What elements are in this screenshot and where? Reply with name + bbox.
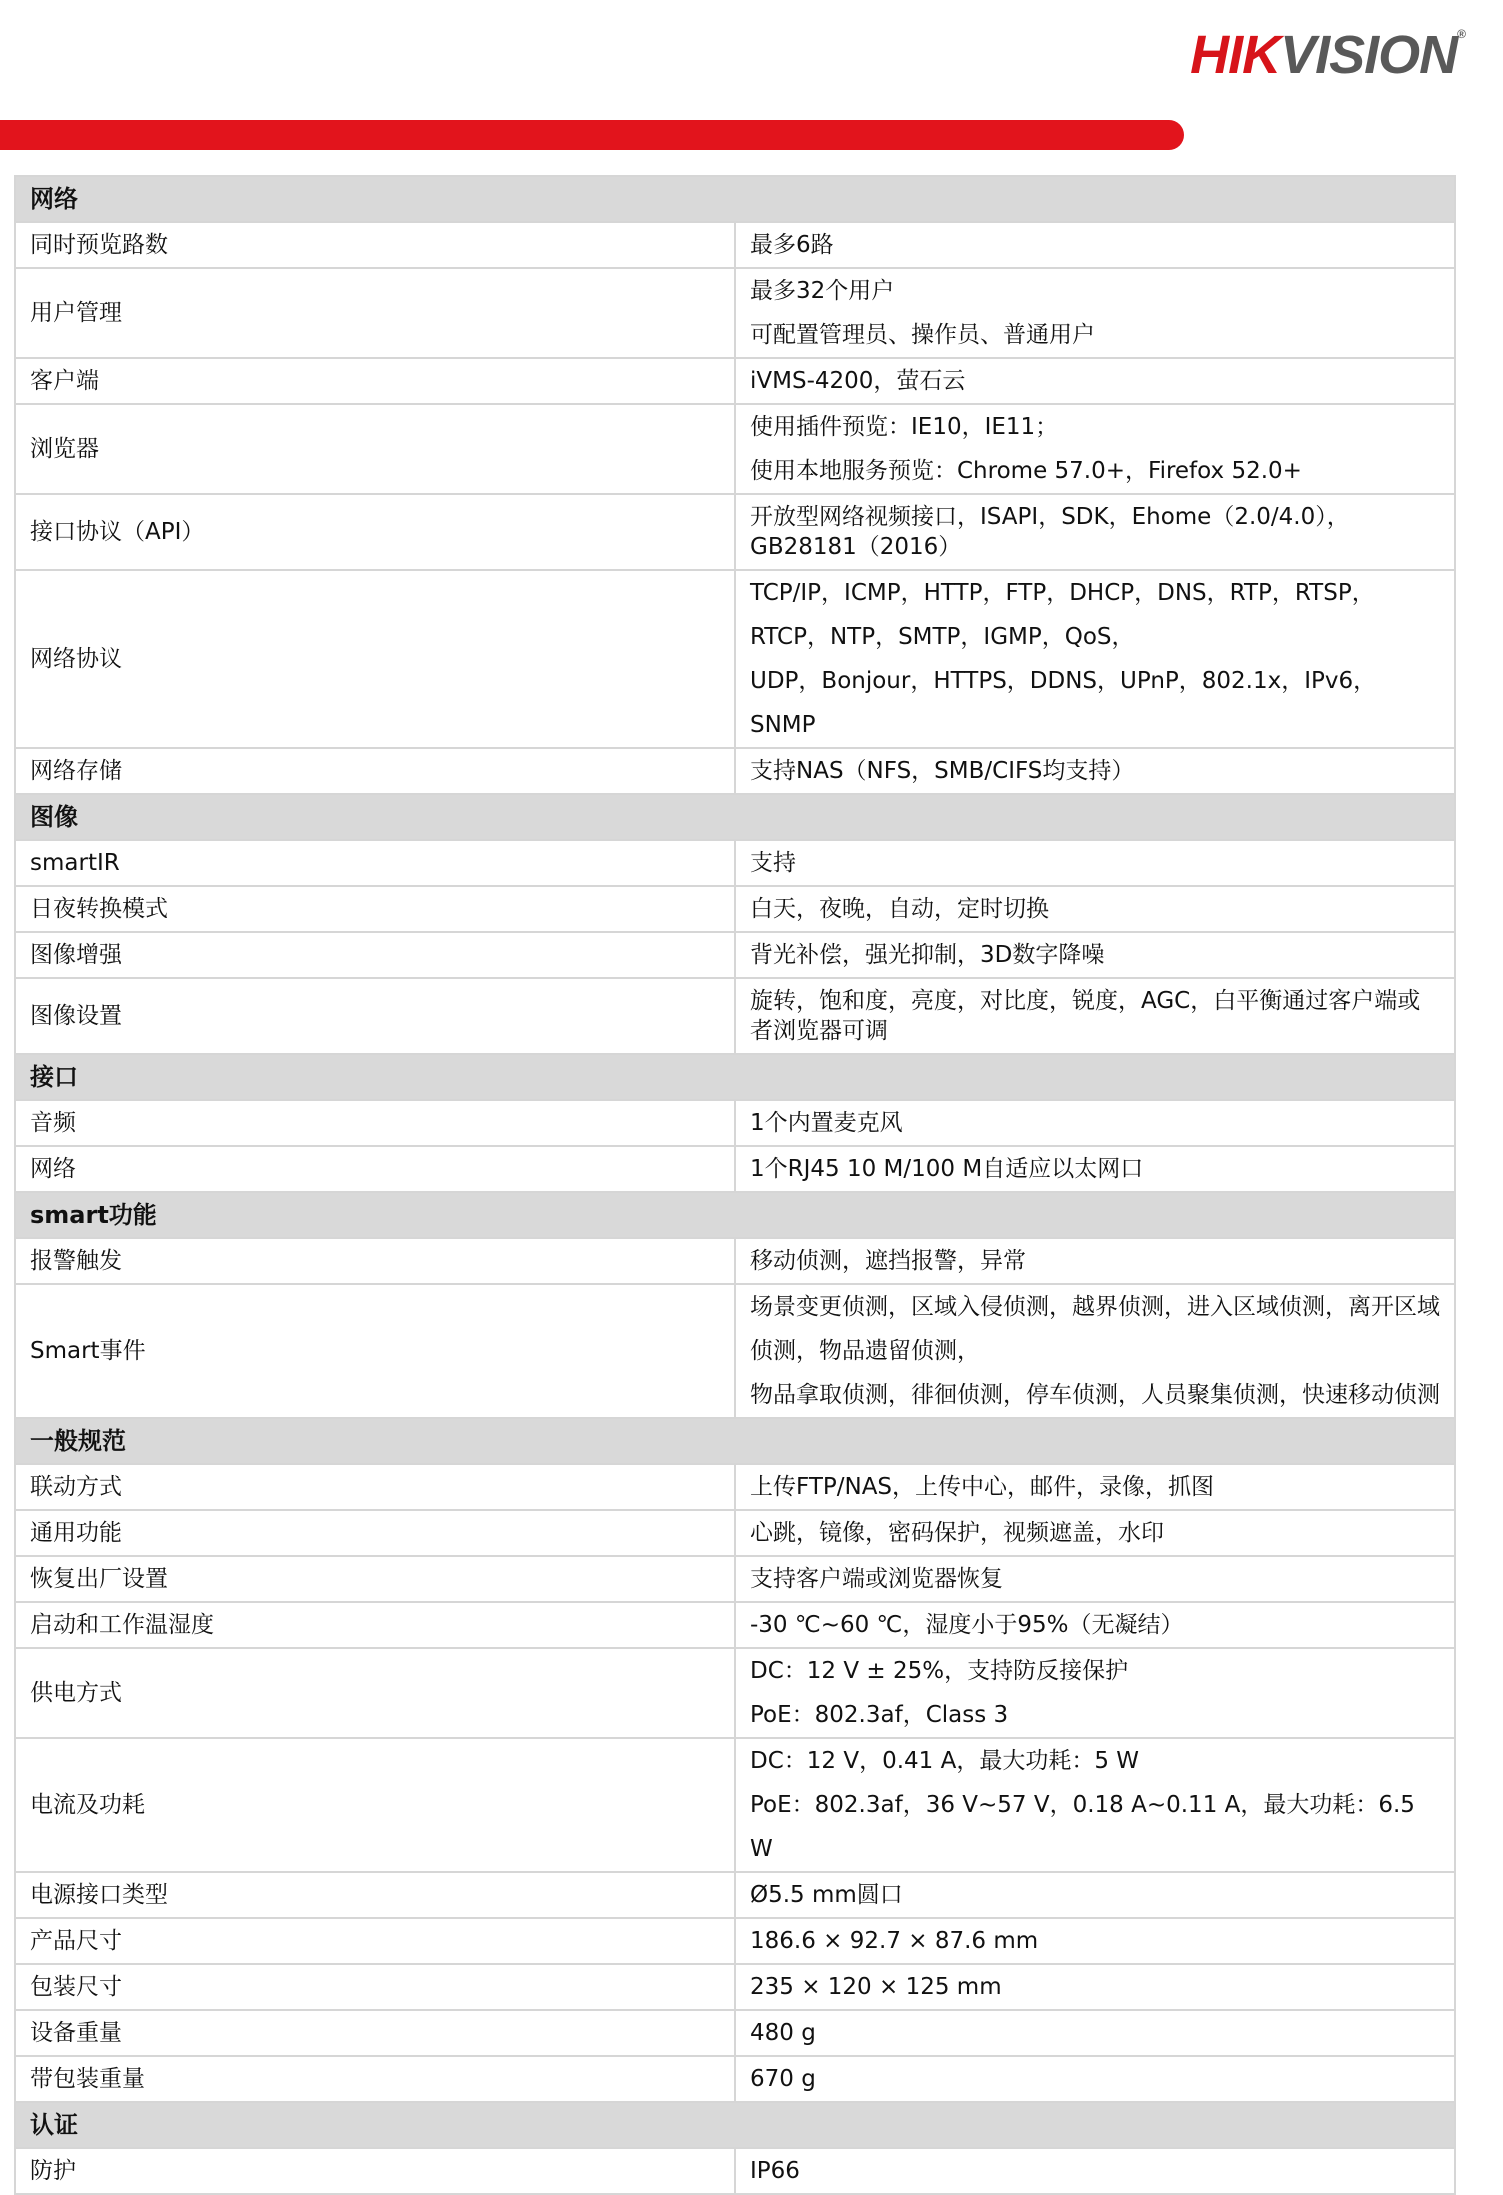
spec-value <box>735 2148 1455 2194</box>
spec-name: 音频 <box>15 1100 735 1146</box>
spec-value <box>735 222 1455 268</box>
spec-name: 启动和工作温湿度 <box>15 1602 735 1648</box>
spec-value-line: 心跳，镜像，密码保护，视频遮盖，水印 <box>750 1520 1164 1546</box>
spec-row <box>15 886 1455 932</box>
spec-name: 网络协议 <box>15 570 735 748</box>
header-red-bar <box>0 120 1184 150</box>
spec-value-line: 235 × 120 × 125 mm <box>750 1974 1002 2000</box>
spec-name: 防护 <box>15 2148 735 2194</box>
spec-row <box>15 1284 1455 1418</box>
spec-name: 电流及功耗 <box>15 1738 735 1872</box>
spec-name: 报警触发 <box>15 1238 735 1284</box>
logo-registered-mark: ® <box>1457 27 1465 41</box>
spec-value-line: 186.6 × 92.7 × 87.6 mm <box>750 1928 1039 1954</box>
section-title: 图像 <box>15 794 1455 840</box>
spec-table-body <box>15 176 1455 2194</box>
spec-name: 通用功能 <box>15 1510 735 1556</box>
spec-name: 供电方式 <box>15 1648 735 1738</box>
spec-row <box>15 1464 1455 1510</box>
spec-value-line: 1个内置麦克风 <box>750 1110 903 1136</box>
spec-row <box>15 1602 1455 1648</box>
spec-row <box>15 2056 1455 2102</box>
spec-value-line: 使用插件预览：IE10，IE11； <box>750 414 1059 440</box>
spec-name: smartIR <box>15 840 735 886</box>
spec-row <box>15 404 1455 494</box>
spec-value <box>735 1464 1455 1510</box>
spec-value-line: 最多32个用户 <box>750 278 895 304</box>
spec-name: 带包装重量 <box>15 2056 735 2102</box>
section-title: 接口 <box>15 1054 1455 1100</box>
spec-name: 同时预览路数 <box>15 222 735 268</box>
spec-name: 包装尺寸 <box>15 1964 735 2010</box>
spec-value-line: 支持NAS（NFS，SMB/CIFS均支持） <box>750 758 1135 784</box>
spec-name: 日夜转换模式 <box>15 886 735 932</box>
section-title: 网络 <box>15 176 1455 222</box>
spec-row <box>15 1100 1455 1146</box>
section-header <box>15 1054 1455 1100</box>
spec-row <box>15 840 1455 886</box>
spec-value-line: PoE：802.3af，Class 3 <box>750 1702 1009 1728</box>
spec-name: 浏览器 <box>15 404 735 494</box>
spec-name: 接口协议（API） <box>15 494 735 570</box>
section-title: 一般规范 <box>15 1418 1455 1464</box>
spec-value <box>735 494 1455 570</box>
spec-value <box>735 1146 1455 1192</box>
spec-row <box>15 2148 1455 2194</box>
spec-name: 客户端 <box>15 358 735 404</box>
spec-name: 产品尺寸 <box>15 1918 735 1964</box>
spec-name: 图像增强 <box>15 932 735 978</box>
spec-value <box>735 268 1455 358</box>
spec-value-line: 最多6路 <box>750 232 834 258</box>
spec-value <box>735 358 1455 404</box>
spec-value <box>735 404 1455 494</box>
spec-value-line: 白天，夜晚，自动，定时切换 <box>750 896 1049 922</box>
spec-value-line: TCP/IP，ICMP，HTTP，FTP，DHCP，DNS，RTP，RTSP，RTCP，NTP，SMTP，IGMP，QoS， <box>750 580 1375 650</box>
spec-row <box>15 2010 1455 2056</box>
spec-value <box>735 1964 1455 2010</box>
spec-row <box>15 570 1455 748</box>
spec-row <box>15 1556 1455 1602</box>
spec-value <box>735 1918 1455 1964</box>
spec-row <box>15 748 1455 794</box>
spec-value-line: UDP，Bonjour，HTTPS，DDNS，UPnP，802.1x，IPv6，SNMP <box>750 668 1377 738</box>
spec-value <box>735 978 1455 1054</box>
spec-value <box>735 748 1455 794</box>
spec-value-line: 旋转，饱和度，亮度，对比度，锐度，AGC，白平衡通过客户端或者浏览器可调 <box>750 988 1421 1044</box>
section-header <box>15 1192 1455 1238</box>
spec-value-line: 支持 <box>750 850 796 876</box>
spec-value <box>735 1238 1455 1284</box>
spec-row <box>15 358 1455 404</box>
spec-row <box>15 1238 1455 1284</box>
section-title: smart功能 <box>15 1192 1455 1238</box>
spec-name: 设备重量 <box>15 2010 735 2056</box>
spec-value-line: 670 g <box>750 2066 816 2092</box>
spec-value-line: PoE：802.3af，36 V~57 V，0.18 A~0.11 A，最大功耗：6.5 W <box>750 1792 1415 1862</box>
spec-table <box>14 175 1456 2195</box>
spec-name: 恢复出厂设置 <box>15 1556 735 1602</box>
spec-value <box>735 1284 1455 1418</box>
spec-value <box>735 1872 1455 1918</box>
spec-value-line: 480 g <box>750 2020 816 2046</box>
spec-value-line: 开放型网络视频接口，ISAPI，SDK，Ehome（2.0/4.0），GB28181（2016） <box>750 504 1350 560</box>
section-header <box>15 176 1455 222</box>
spec-row <box>15 1510 1455 1556</box>
section-header <box>15 794 1455 840</box>
logo-hik-text: HIK <box>1190 25 1281 85</box>
spec-name: 网络 <box>15 1146 735 1192</box>
spec-value <box>735 2010 1455 2056</box>
spec-row <box>15 978 1455 1054</box>
section-header <box>15 1418 1455 1464</box>
spec-value-line: 物品拿取侦测，徘徊侦测，停车侦测，人员聚集侦测，快速移动侦测 <box>750 1382 1440 1408</box>
section-title: 认证 <box>15 2102 1455 2148</box>
spec-name: 联动方式 <box>15 1464 735 1510</box>
spec-name: 图像设置 <box>15 978 735 1054</box>
spec-name: Smart事件 <box>15 1284 735 1418</box>
hikvision-logo <box>1190 25 1465 85</box>
spec-value-line: 移动侦测，遮挡报警，异常 <box>750 1248 1026 1274</box>
spec-value <box>735 886 1455 932</box>
spec-value <box>735 2056 1455 2102</box>
spec-value <box>735 1100 1455 1146</box>
spec-value-line: 上传FTP/NAS，上传中心，邮件，录像，抓图 <box>750 1474 1215 1500</box>
spec-value <box>735 840 1455 886</box>
spec-value <box>735 1648 1455 1738</box>
spec-row <box>15 1146 1455 1192</box>
spec-value-line: 背光补偿，强光抑制，3D数字降噪 <box>750 942 1105 968</box>
spec-row <box>15 1648 1455 1738</box>
spec-name: 电源接口类型 <box>15 1872 735 1918</box>
spec-value <box>735 1510 1455 1556</box>
spec-value-line: 可配置管理员、操作员、普通用户 <box>750 322 1095 348</box>
spec-value <box>735 1556 1455 1602</box>
spec-row <box>15 932 1455 978</box>
spec-value-line: DC：12 V，0.41 A，最大功耗：5 W <box>750 1748 1140 1774</box>
spec-value-line: 1个RJ45 10 M/100 M自适应以太网口 <box>750 1156 1144 1182</box>
spec-row <box>15 268 1455 358</box>
logo-vision-text: VISION <box>1280 25 1458 85</box>
spec-value-line: IP66 <box>750 2158 800 2184</box>
spec-value-line: Ø5.5 mm圆口 <box>750 1882 903 1908</box>
spec-value-line: 场景变更侦测，区域入侵侦测，越界侦测，进入区域侦测，离开区域侦测，物品遗留侦测， <box>750 1294 1440 1364</box>
spec-name: 网络存储 <box>15 748 735 794</box>
spec-value-line: 支持客户端或浏览器恢复 <box>750 1566 1003 1592</box>
spec-value <box>735 1602 1455 1648</box>
spec-value-line: DC：12 V ± 25%，支持防反接保护 <box>750 1658 1129 1684</box>
spec-value <box>735 1738 1455 1872</box>
spec-value <box>735 570 1455 748</box>
spec-value-line: 使用本地服务预览：Chrome 57.0+，Firefox 52.0+ <box>750 458 1302 484</box>
spec-row <box>15 222 1455 268</box>
spec-value-line: iVMS-4200，萤石云 <box>750 368 966 394</box>
spec-value-line: -30 ℃~60 ℃，湿度小于95%（无凝结） <box>750 1612 1184 1638</box>
section-header <box>15 2102 1455 2148</box>
spec-value <box>735 932 1455 978</box>
spec-row <box>15 1918 1455 1964</box>
spec-row <box>15 494 1455 570</box>
spec-name: 用户管理 <box>15 268 735 358</box>
spec-row <box>15 1738 1455 1872</box>
spec-row <box>15 1964 1455 2010</box>
spec-row <box>15 1872 1455 1918</box>
